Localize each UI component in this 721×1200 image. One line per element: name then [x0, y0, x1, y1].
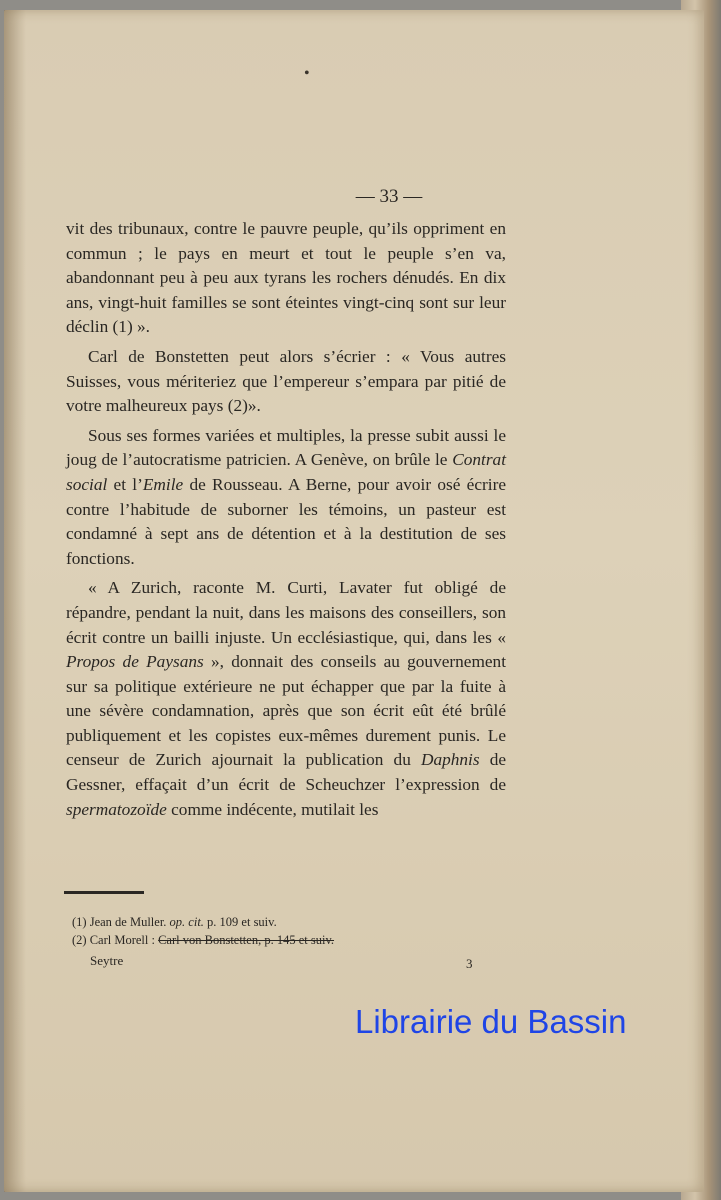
italic-title: Emile [142, 474, 184, 494]
italic-title: Contrat social [66, 450, 506, 494]
paragraph [66, 424, 506, 572]
footnote-1: (1) Jean de Muller. op. cit. p. 109 et suiv. [72, 915, 277, 929]
paragraph-text: de Rousseau. A Berne, pour avoir osé écrire contre l’habitude de suborner les témoins, un pasteur est condamné à sept ans de détention et à la destitution de ses fonctions. [66, 474, 506, 568]
body-text [66, 217, 506, 822]
italic-term: spermatozoïde [66, 799, 167, 819]
paragraph-text: « A Zurich, raconte M. Curti, Lavater fut obligé de répandre, pendant la nuit, dans les maisons des conseillers, son écrit contre un bailli injuste. Un ecclésiastique, qui, dans les « [66, 578, 506, 647]
footnote-2 [72, 931, 472, 949]
footnote-author: Carl Morell : [89, 933, 155, 947]
italic-title: Daphnis [420, 750, 480, 770]
footnote-mark: (2) [72, 933, 87, 947]
paragraph-text: et l’ [107, 474, 143, 494]
footnote-author: Jean de Muller [89, 915, 164, 929]
footnote-mark: (1) [72, 915, 87, 929]
paragraph: Carl de Bonstetten peut alors s’écrier : « Vous autres Suisses, vous mériteriez que l’empereur s’empara par pitié de votre malheureux pays (2)». [66, 346, 506, 416]
ink-dot: • [304, 65, 310, 82]
paragraph-text: », donnait des conseils au gouvernement sur sa politique extérieure ne put échapper que par la fuite à une sévère condamnation, après que son écrit eût été brûlé publiquement et les copistes eux-mêmes durement punis. Le censeur de Zurich ajournait la publication du [66, 652, 506, 770]
footnotes [72, 913, 472, 949]
footnote-ref: p. 109 et suiv. [203, 915, 277, 929]
footer-author: Seytre [90, 953, 124, 968]
page-number: — 33 — [355, 186, 423, 207]
footnote-struck-ref: Carl von Bonstetten, p. 145 et suiv. [158, 933, 335, 947]
signature-number: 3 [466, 956, 473, 971]
footnote-rule [64, 891, 144, 894]
paragraph-text: Sous ses formes variées et multiples, la presse subit aussi le joug de l’autocratisme patricien. A Genève, on brûle le [66, 425, 506, 470]
paragraph: vit des tribunaux, contre le pauvre peuple, qu’ils oppriment en commun ; le pays en meurt et tout le peuple s’en va, abandonnant peu à peu aux tyrans les rochers dénudés. En dix ans, vingt-huit familles se sont éteintes vingt-cinq sont sur leur déclin (1) ». [66, 219, 506, 337]
watermark: Librairie du Bassin [355, 1003, 627, 1040]
paragraph [66, 576, 506, 822]
italic-title: Propos de Paysans [66, 652, 204, 672]
footnote-title: op. cit. [169, 915, 204, 929]
paragraph-text: comme indécente, mutilait les [166, 799, 379, 819]
paragraph-text: de Gessner, effaçait d’un écrit de Scheuchzer l’expression de [66, 750, 507, 795]
